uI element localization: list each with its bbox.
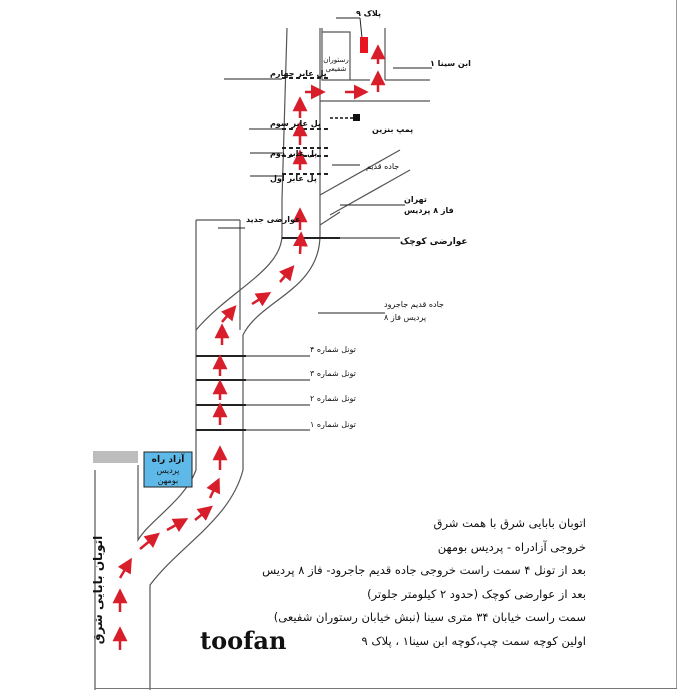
bridge-4-label: پل عابر چهارم [270,69,327,78]
bridge-2-label: پل عابر دوم [270,149,318,158]
destination-marker [360,37,368,53]
tunnel-1-label: تونل شماره ۱ [310,420,356,429]
gas-station-label: پمپ بنزین [372,125,414,134]
tehran-label-line-1: تهران [404,195,427,204]
tunnel-3-label: تونل شماره ۳ [310,369,356,378]
azadrah-label-line-3: بومهن [157,476,179,485]
direction-line-1: اتوبان بابایی شرق با همت شرق [433,516,586,530]
direction-line-4: بعد از عوارضی کوچک (حدود ۲ کیلومتر جلوتر) [367,586,586,601]
tehran-label-line-2: فاز ۸ پردیس [404,206,454,215]
jajrud-label-line-2: پردیس فاز ۸ [384,313,427,322]
direction-line-6: اولین کوچه سمت چپ،کوچه ابن سینا۱ ، پلاک ۹ [361,633,586,648]
route-arrow [167,520,185,530]
bridge-1-label: پل عابر اول [270,174,317,183]
bridge-3-label: پل عابر سوم [270,119,321,128]
tunnel-4-label: تونل شماره ۴ [310,345,356,354]
route-arrow [222,308,234,322]
jajrud-label-line-1: جاده قدیم جاجرود [384,300,444,309]
highway-marker [93,451,138,463]
gas-station-marker [353,114,360,121]
route-arrow [210,481,218,498]
frame-bottom-line [95,688,677,689]
route-arrow [280,268,292,282]
route-arrow [300,235,301,254]
restaurant-label-line-1: رستوران [323,56,349,64]
direction-line-3: بعد از تونل ۴ سمت راست خروجی جاده قدیم جاجرود- فاز ۸ پردیس [262,563,586,577]
azadrah-label-line-2: پردیس [156,466,180,475]
ibn-sina-label: ابن سینا ۱ [430,59,471,68]
avarez-jadid-label: عوارضی جدید [246,215,301,224]
brand-watermark: toofan [200,626,287,655]
direction-line-2: خروجی آزادراه - پردیس بومهن [437,539,586,554]
direction-line-5: سمت راست خیابان ۳۴ متری سینا (نبش خیابان رستوران شفیعی) [273,610,586,624]
route-arrow [120,561,130,578]
azadrah-label-line-1: آزاد راه [151,455,185,465]
tunnel-2-label: تونل شماره ۲ [310,394,356,403]
restaurant-label-line-2: شفیعی [325,65,347,73]
avarez-kochak-label: عوارضی کوچک [400,237,468,247]
highway-label: اتوبان بابایی شرق [91,535,105,645]
route-arrow [252,294,268,304]
old-road-label: جاده قدیم [366,162,400,171]
plate-label: پلاک ۹ [356,9,381,18]
directions-text [236,512,586,653]
route-arrow [140,535,157,549]
frame-right-line [676,0,677,688]
route-arrow [195,508,210,520]
tehran-branch [320,212,340,225]
